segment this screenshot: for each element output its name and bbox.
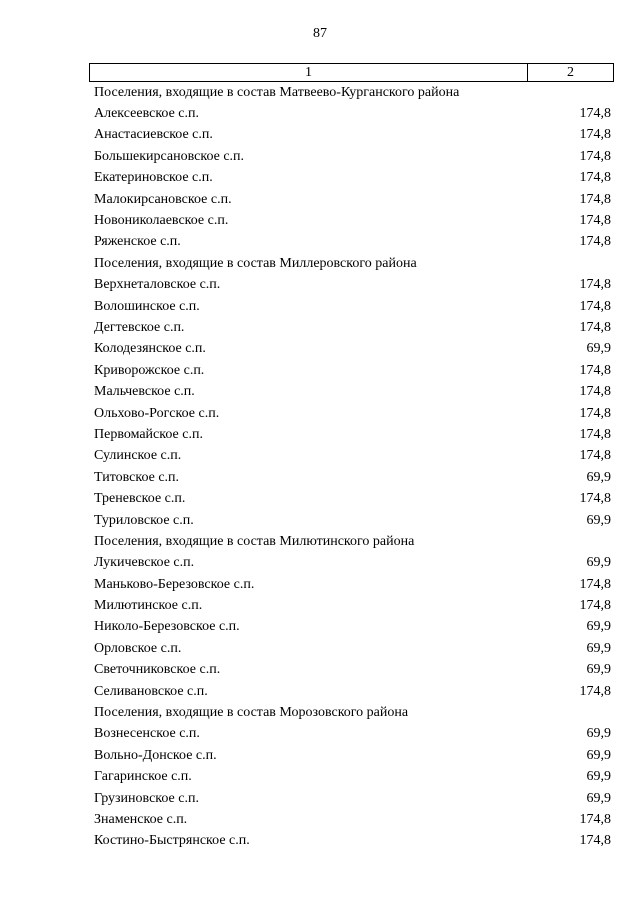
- group-heading-row: [89, 82, 614, 103]
- settlement-name: Селивановское с.п.: [94, 683, 208, 699]
- page-number: 87: [313, 26, 327, 41]
- settlement-name: Большекирсановское с.п.: [94, 148, 245, 164]
- settlement-name: Вольно-Донское с.п.: [94, 747, 217, 763]
- group-heading: Поселения, входящие в состав Морозовского района: [94, 705, 409, 721]
- settlement-name: Милютинское с.п.: [94, 598, 203, 614]
- settlement-name: Екатериновское с.п.: [94, 170, 213, 186]
- table-row: [89, 317, 614, 338]
- settlement-name: Малокирсановское с.п.: [94, 191, 232, 207]
- table-body: [89, 82, 614, 852]
- settlement-name: Светочниковское с.п.: [94, 662, 221, 678]
- settlement-value: 69,9: [586, 726, 611, 742]
- table-row: [89, 681, 614, 702]
- settlement-name: Колодезянское с.п.: [94, 341, 206, 357]
- settlement-value: 174,8: [579, 213, 611, 229]
- table-row: [89, 403, 614, 424]
- table-row: [89, 232, 614, 253]
- settlement-value: 174,8: [579, 811, 611, 827]
- settlement-value: 174,8: [579, 405, 611, 421]
- settlement-value: 174,8: [579, 426, 611, 442]
- settlement-value: 69,9: [586, 790, 611, 806]
- group-heading-row: [89, 702, 614, 723]
- settlement-name: Туриловское с.п.: [94, 512, 194, 528]
- table-row: [89, 553, 614, 574]
- settlement-name: Ряженское с.п.: [94, 234, 181, 250]
- table-row: [89, 360, 614, 381]
- settlement-value: 69,9: [586, 769, 611, 785]
- settlement-value: 174,8: [579, 298, 611, 314]
- settlement-value: 69,9: [586, 640, 611, 656]
- table-row: [89, 446, 614, 467]
- settlement-name: Вознесенское с.п.: [94, 726, 200, 742]
- table-row: [89, 767, 614, 788]
- settlement-name: Новониколаевское с.п.: [94, 213, 229, 229]
- group-heading: Поселения, входящие в состав Миллеровского района: [94, 255, 417, 271]
- settlement-value: 174,8: [579, 170, 611, 186]
- settlement-value: 69,9: [586, 747, 611, 763]
- table-row: [89, 146, 614, 167]
- table-row: [89, 745, 614, 766]
- group-heading-row: [89, 531, 614, 552]
- settlements-table: [89, 63, 614, 852]
- group-heading: Поселения, входящие в состав Матвеево-Курганского района: [94, 84, 460, 100]
- settlement-value: 69,9: [586, 555, 611, 571]
- settlement-value: 174,8: [579, 234, 611, 250]
- settlement-name: Первомайское с.п.: [94, 426, 203, 442]
- table-header: [89, 63, 614, 82]
- settlement-name: Николо-Березовское с.п.: [94, 619, 240, 635]
- settlement-name: Костино-Быстрянское с.п.: [94, 833, 250, 849]
- table-row: [89, 424, 614, 445]
- table-row: [89, 189, 614, 210]
- settlement-name: Криворожское с.п.: [94, 362, 205, 378]
- table-row: [89, 103, 614, 124]
- table-row: [89, 168, 614, 189]
- settlement-value: 174,8: [579, 277, 611, 293]
- settlement-name: Треневское с.п.: [94, 491, 186, 507]
- settlement-value: 174,8: [579, 384, 611, 400]
- settlement-name: Маньково-Березовское с.п.: [94, 576, 255, 592]
- settlement-name: Грузиновское с.п.: [94, 790, 199, 806]
- table-row: [89, 809, 614, 830]
- settlement-value: 174,8: [579, 127, 611, 143]
- table-row: [89, 617, 614, 638]
- settlement-name: Гагаринское с.п.: [94, 769, 192, 785]
- table-row: [89, 339, 614, 360]
- table-row: [89, 574, 614, 595]
- settlement-value: 174,8: [579, 106, 611, 122]
- settlement-name: Сулинское с.п.: [94, 448, 182, 464]
- table-row: [89, 595, 614, 616]
- table-row: [89, 488, 614, 509]
- settlement-name: Дегтевское с.п.: [94, 319, 185, 335]
- table-row: [89, 467, 614, 488]
- table-row: [89, 275, 614, 296]
- table-row: [89, 125, 614, 146]
- settlement-name: Алексеевское с.п.: [94, 106, 199, 122]
- table-row: [89, 638, 614, 659]
- table-row: [89, 296, 614, 317]
- column-header-1: 1: [90, 64, 528, 81]
- table-row: [89, 724, 614, 745]
- settlement-value: 174,8: [579, 448, 611, 464]
- settlement-name: Верхнеталовское с.п.: [94, 277, 221, 293]
- table-row: [89, 788, 614, 809]
- settlement-name: Ольхово-Рогское с.п.: [94, 405, 220, 421]
- settlement-value: 174,8: [579, 491, 611, 507]
- settlement-value: 174,8: [579, 833, 611, 849]
- settlement-value: 174,8: [579, 148, 611, 164]
- settlement-value: 174,8: [579, 362, 611, 378]
- table-row: [89, 831, 614, 852]
- settlement-value: 69,9: [586, 341, 611, 357]
- settlement-value: 69,9: [586, 469, 611, 485]
- settlement-value: 69,9: [586, 662, 611, 678]
- settlement-value: 174,8: [579, 319, 611, 335]
- group-heading: Поселения, входящие в состав Милютинского района: [94, 533, 415, 549]
- column-header-2: 2: [567, 65, 574, 80]
- table-row: [89, 210, 614, 231]
- table-row: [89, 381, 614, 402]
- settlement-value: 174,8: [579, 576, 611, 592]
- table-row: [89, 510, 614, 531]
- settlement-value: 69,9: [586, 619, 611, 635]
- settlement-name: Титовское с.п.: [94, 469, 180, 485]
- settlement-value: 174,8: [579, 598, 611, 614]
- settlement-name: Мальчевское с.п.: [94, 384, 195, 400]
- settlement-name: Знаменское с.п.: [94, 811, 188, 827]
- table-row: [89, 660, 614, 681]
- settlement-value: 69,9: [586, 512, 611, 528]
- settlement-name: Волошинское с.п.: [94, 298, 200, 314]
- settlement-value: 174,8: [579, 683, 611, 699]
- settlement-value: 174,8: [579, 191, 611, 207]
- settlement-name: Лукичевское с.п.: [94, 555, 195, 571]
- settlement-name: Анастасиевское с.п.: [94, 127, 213, 143]
- settlement-name: Орловское с.п.: [94, 640, 182, 656]
- group-heading-row: [89, 253, 614, 274]
